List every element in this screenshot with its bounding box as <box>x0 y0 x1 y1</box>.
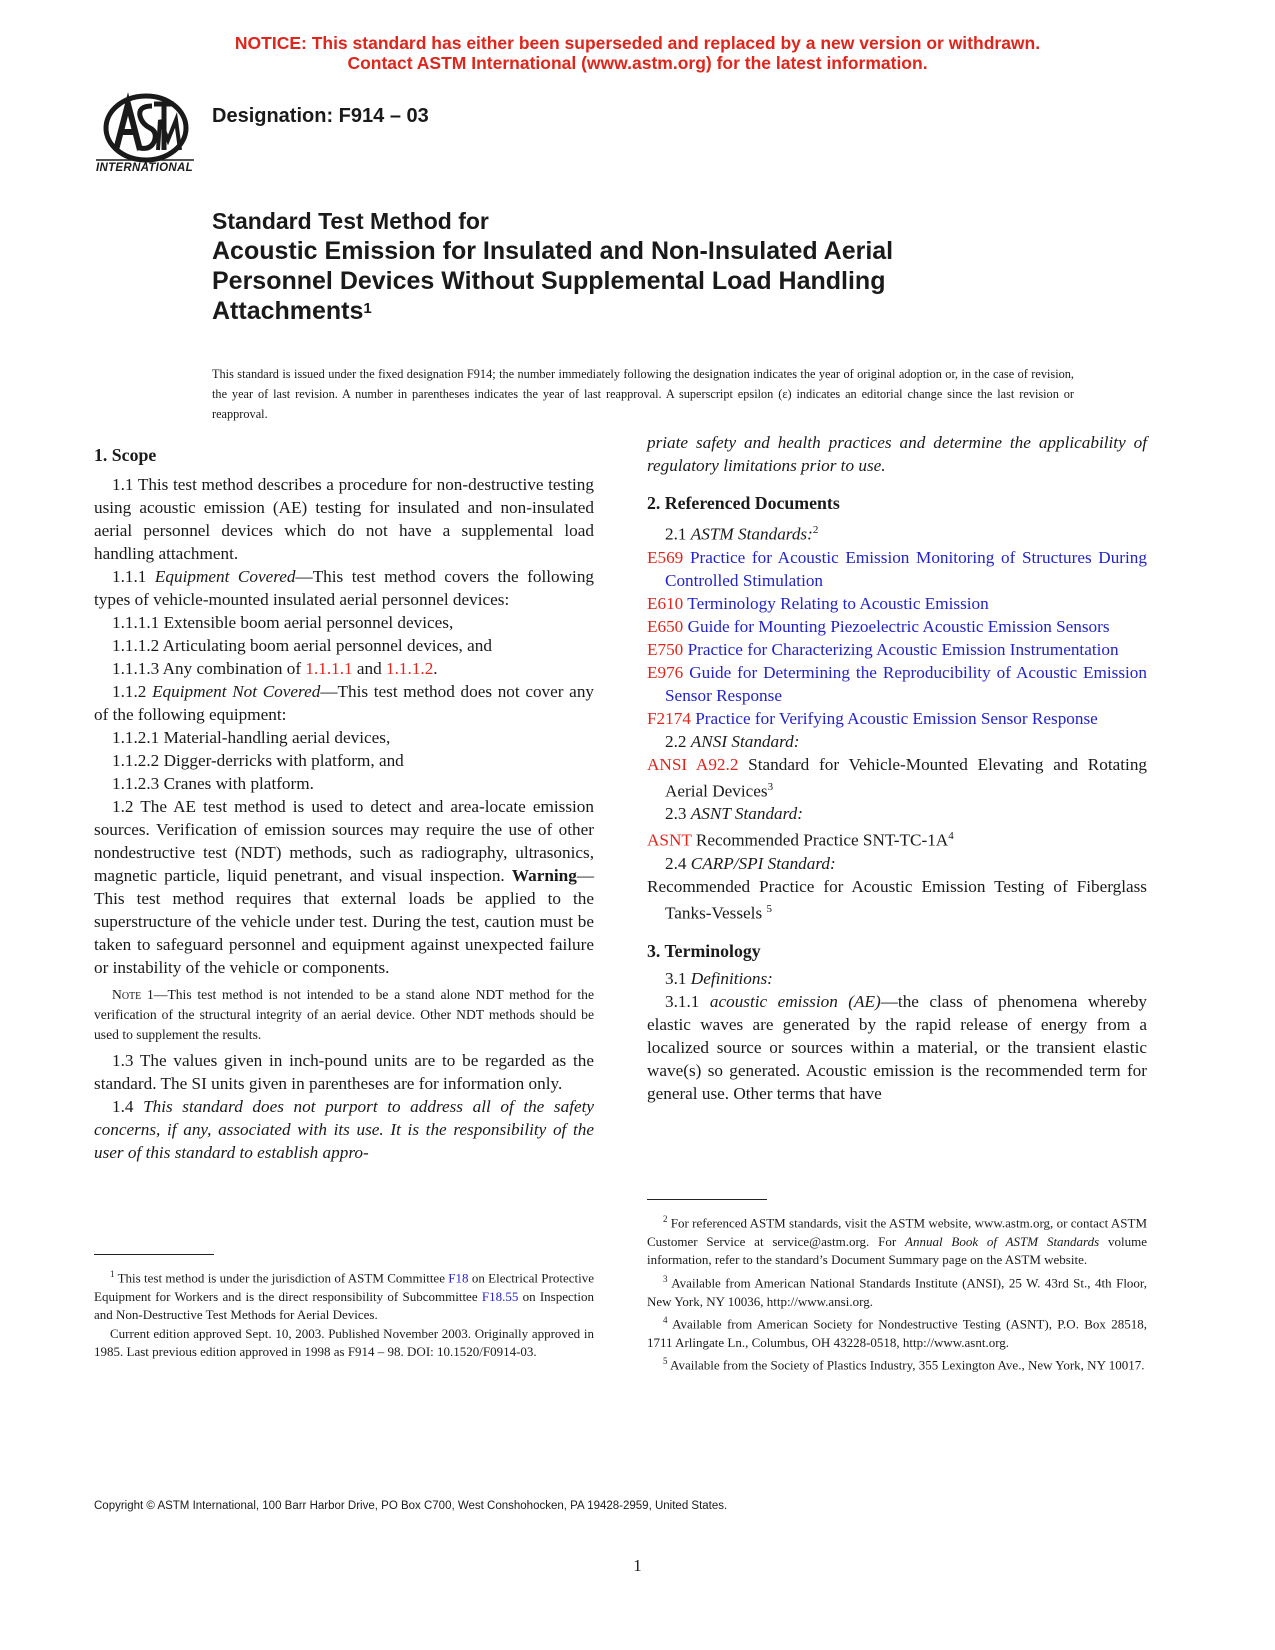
astm-standards-label: 2.1 ASTM Standards:$^2$ <box>665 524 819 544</box>
footnote-4: $^4$ Available from American Society for Nondestructive Testing (ASNT), P.O. Box 28518, 1711 Arlingate Ln., Columbus, OH 43228-0518, http://www.asnt.org. <box>647 1315 1147 1350</box>
logo-text: INTERNATIONAL <box>96 162 193 174</box>
footnotes-right <box>647 1210 1147 1375</box>
para-1-1-2: 1.1.2 Equipment Not Covered—This test method does not cover any of the following equipment: <box>94 682 595 724</box>
para-1-1-2-1: 1.1.2.1 Material-handling aerial devices, <box>112 728 391 747</box>
reference-title-link[interactable]: Practice for Characterizing Acoustic Emission Instrumentation <box>687 639 1119 659</box>
title-line-4 <box>212 296 1032 326</box>
ansi-code-link[interactable]: ANSI A92.2 <box>647 754 739 774</box>
link-1-1-1-2[interactable]: 1.1.1.2 <box>386 659 434 678</box>
para-1-2: 1.2 The AE test method is used to detect and area-locate emission sources. Verification of emission sources may require the use of other nondestructive test (NDT) methods, such as radiography, ultrasonics, magnetic particle, liquid penetrant, and visual inspection. Warning—This test method requires that external loads be applied to the superstructure of the vehicle under test. During the test, caution must be taken to safeguard personnel and equipment against unexpected failure or instability of the vehicle or components. <box>94 797 594 977</box>
para-1-1-1: 1.1.1 Equipment Covered—This test method covers the following types of vehicle-mounted insulated aerial personnel devices: <box>94 567 595 609</box>
astm-reference-item <box>647 661 1147 707</box>
asnt-reference: ASNT Recommended Practice SNT-$TC-1A^4$ <box>647 830 954 851</box>
footnote-1: $^1$ This test method is under the jurisdiction of ASTM Committee F18 on Electrical Protective Equipment for Workers and is the direct responsibility of Subcommittee F18.55 on Inspection and Non-Destructive Test Methods for Aerial Devices. <box>94 1269 595 1323</box>
para-1-4: 1.4 This standard does not purport to address all of the safety concerns, if any, associated with its use. It is the responsibility of the user of this standard to establish appro- <box>94 1097 595 1162</box>
astm-reference-item <box>647 546 1147 592</box>
reference-title-link[interactable]: Guide for Determining the Reproducibility of Acoustic Emission Sensor Response <box>665 662 1147 705</box>
ansi-reference: ANSI A92.2 Standard for Vehicle-Mounted Elevating and Rotating Aerial Devices$^3$ <box>647 754 1148 801</box>
reference-title-link[interactable]: Practice for Verifying Acoustic Emission Sensor Response <box>695 708 1098 728</box>
footnote-1-edition: Current edition approved Sept. 10, 2003. Published November 2003. Originally approved in 1985. Last previous edition approved in 1998 as F914 – 98. DOI: 10.1520/F0914-03. <box>94 1325 594 1360</box>
para-3-1-1: 3.1.1 acoustic emission (AE)—the class of phenomena whereby elastic waves are generated by the rapid release of energy from a localized source or sources within a material, or the transient elastic wave(s) so generated. Acoustic emission is the recommended term for general use. Other terms that have <box>647 991 1148 1103</box>
asnt-code-link[interactable]: ASNT <box>647 831 692 851</box>
withdrawal-notice <box>0 33 1275 73</box>
reference-code-link[interactable]: E569 <box>647 547 684 567</box>
title-line-3: Personnel Devices Without Supplemental Load Handling <box>212 267 886 295</box>
para-1-1-1-3: 1.1.1.3 Any combination of 1.1.1.1 and 1.1.1.2. <box>112 659 438 678</box>
astm-reference-list <box>647 546 1147 730</box>
title-footnote-mark: 1 <box>363 300 372 317</box>
carp-spi-standard-label: 2.4 CARP/SPI Standard: <box>665 854 836 874</box>
notice-line-2: Contact ASTM International (www.astm.org) for the latest information. <box>347 53 928 73</box>
para-1-1-2-2: 1.1.2.2 Digger-derricks with platform, and <box>112 751 404 770</box>
reference-code-link[interactable]: E610 <box>647 593 684 613</box>
asnt-standard-label: 2.3 ASNT Standard: <box>665 804 803 824</box>
footnote-5: $^5$ Available from the Society of Plastics Industry, 355 Lexington Ave., New York, NY 10017. <box>663 1356 1145 1373</box>
astm-reference-item <box>647 638 1147 661</box>
ansi-standard-label: 2.2 ANSI Standard: <box>665 731 800 751</box>
astm-reference-item <box>647 707 1147 730</box>
designation: Designation: F914 – 03 <box>212 105 429 127</box>
left-column <box>94 443 594 1164</box>
title-line-1: Standard Test Method for <box>212 208 489 234</box>
definitions-label: 3.1 Definitions: <box>665 968 773 988</box>
reference-title-link[interactable]: Practice for Acoustic Emission Monitoring of Structures During Controlled Stimulation <box>665 547 1147 590</box>
carp-spi-reference: Recommended Practice for Acoustic Emission Testing of Fiberglass Tanks-Vessels $^5$ <box>647 877 1147 923</box>
note-1: Note 1—This test method is not intended to be a stand alone NDT method for the verification of the structural integrity of an aerial device. Other NDT methods should be used to supplement the results. <box>94 987 594 1042</box>
para-1-1-2-3: 1.1.2.3 Cranes with platform. <box>112 774 314 793</box>
document-title <box>212 206 1032 326</box>
footnote-rule-right <box>647 1199 767 1200</box>
link-f18[interactable]: F18 <box>448 1270 469 1286</box>
right-column <box>647 433 1148 1105</box>
page-number: 1 <box>633 1556 642 1575</box>
para-1-3: 1.3 The values given in inch-pound units are to be regarded as the standard. The SI units given in parentheses are for information only. <box>94 1051 594 1093</box>
para-1-1-1-2: 1.1.1.2 Articulating boom aerial personnel devices, and <box>112 636 492 655</box>
footnote-rule-left <box>94 1254 214 1255</box>
link-f18-55[interactable]: F18.55 <box>481 1288 519 1304</box>
warning-label: Warning <box>511 866 577 885</box>
footnote-3: $^3$ Available from American National Standards Institute (ANSI), 25 W. 43rd St., 4th Floor, New York, NY 10036, http://www.ansi.org. <box>647 1273 1147 1309</box>
reference-code-link[interactable]: E750 <box>647 639 684 659</box>
para-1-4-continued: priate safety and health practices and determine the applicability of regulatory limitations prior to use. <box>647 433 1147 475</box>
referenced-documents-heading: 2. Referenced Documents <box>647 493 840 513</box>
link-1-1-1-1[interactable]: 1.1.1.1 <box>305 659 353 678</box>
reference-code-link[interactable]: E976 <box>647 662 684 682</box>
issued-note: This standard is issued under the fixed designation F914; the number immediately following the designation indicates the year of original adoption or, in the case of revision, the year of last revision. A number in parentheses indicates the year of last reapproval. A superscript epsilon (ε) indicates an editorial change since the last revision or reapproval. <box>212 367 1074 421</box>
terminology-heading: 3. Terminology <box>647 940 761 961</box>
para-1-1-1-1: 1.1.1.1 Extensible boom aerial personnel devices, <box>112 613 454 632</box>
astm-reference-item <box>647 592 1147 615</box>
para-1-1: 1.1 This test method describes a procedure for non-destructive testing using acoustic emission (AE) testing for insulated and non-insulated aerial personnel devices which do not have a supplemental load handling attachment. <box>94 475 594 563</box>
scope-heading: 1. Scope <box>94 445 157 465</box>
notice-line-1: NOTICE: This standard has either been superseded and replaced by a new version or withdrawn. <box>234 33 1041 53</box>
astm-reference-item <box>647 615 1147 638</box>
title-line-4-text: Attachments <box>212 297 364 325</box>
footnotes-left <box>94 1265 594 1362</box>
title-line-2: Acoustic Emission for Insulated and Non-Insulated Aerial <box>212 237 894 265</box>
copyright: Copyright © ASTM International, 100 Barr Harbor Drive, PO Box C700, West Conshohocken, PA 19428-2959, United States. <box>94 1500 728 1512</box>
reference-code-link[interactable]: E650 <box>647 616 684 636</box>
astm-logo <box>94 92 196 184</box>
reference-title-link[interactable]: Terminology Relating to Acoustic Emission <box>687 593 989 613</box>
footnote-2: $^2$ For referenced ASTM standards, visit the ASTM website, www.astm.org, or contact ASTM Customer Service at service@astm.org. For Annual Book of ASTM Standards volume information, refer to the standard’s Document Summary page on the ASTM website. <box>647 1214 1148 1268</box>
reference-code-link[interactable]: F2174 <box>647 708 691 728</box>
reference-title-link[interactable]: Guide for Mounting Piezoelectric Acoustic Emission Sensors <box>687 616 1110 636</box>
